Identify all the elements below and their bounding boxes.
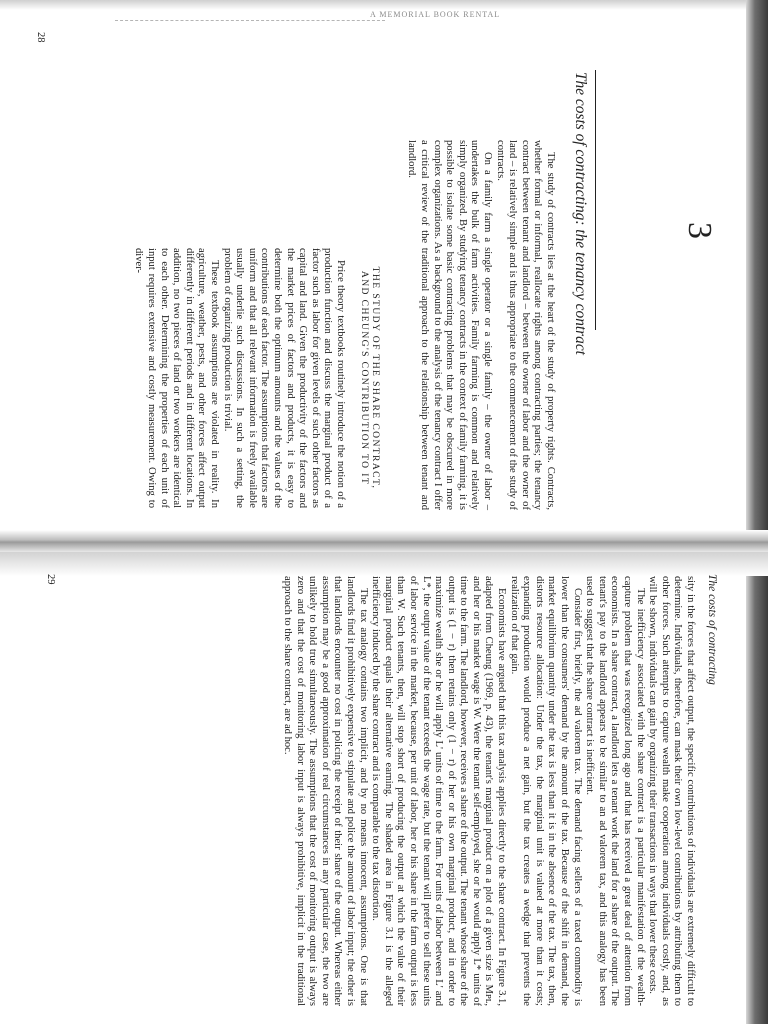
page-number-right: 29 <box>45 574 56 585</box>
chapter-title: The costs of contracting: the tenancy contract <box>572 72 589 355</box>
section-text <box>132 248 346 508</box>
scan-right-edge <box>746 0 768 1024</box>
right-page-text <box>280 576 696 1006</box>
section-paragraph-1: Price theory textbooks routinely introduce the notion of a production function and discuss the marginal product of a factor such as labor for given levels of such other factors as capital and land. Given the productivity of the factors and the market prices of factors and products, it is easy to determine both the optimum amounts and the values of the contributions of each factor. The assumptions that factors are uniform and that all relevant information is freely available usually underlie such discussions. In such a setting, the problem of organizing production is trivial. <box>221 248 346 508</box>
right-paragraph-1: sity in the forces that affect output, the specific contributions of individuals are extremely difficult to determine. Individuals, therefore, can mask their own low-level contributions by attributing them to other forces. Such attempts to capture wealth make cooperation among individuals costly, and, as will be shown, individuals can gain by organizing their transactions in ways that lower these costs. <box>647 576 696 1006</box>
scan-top-edge <box>0 0 768 10</box>
right-paragraph-4: Economists have argued that this tax analysis applies directly to the share contract. In Figure 3.1, adapted from Cheung (1969, p. 43), the tenant's marginal product on a plot of a given size is Mᴘʟ, and her or his market wage is W. Were the tenant self-employed, she or he would apply L* units of time to the farm. The landlord, however, receives a share of the output. The tenant whose share of the output is (1 − r) then retains only (1 − r) of her or his own marginal product, and in order to maximize wealth she or he will apply L' units of time to the farm. For units of labor between L' and L*, the output value of the tenant exceeds the wage rate, but the tenant will prefer to sell these units of labor service in the market, because, per unit of labor, her or his share in the farm output is less than W. Such tenants, then, will stop short of producing the output at which the value of their marginal product equals their alternative earning. The shaded area in Figure 3.1 is the alleged inefficiency induced by the share contract and is comparable to the tax distortion. <box>370 576 508 1006</box>
section-heading-line-1: THE STUDY OF THE SHARE CONTRACT, <box>370 266 381 490</box>
section-heading <box>359 248 381 508</box>
scan-stamp: A MEMORIAL BOOK RENTAL <box>370 10 501 19</box>
left-page <box>0 10 746 530</box>
chapter-rule <box>595 70 596 330</box>
right-paragraph-5: The tax analogy contains two implicit, and by no means innocent, assumptions. One is that landlords find it prohibitively expensive to stipulate and police the amount of labor input; the other is that landlords encounter no cost in policing the receipt of their share of the output. Whereas either assumption may be a good approximation of real circumstances in any particular case, the two are unlikely to hold true simultaneously. The assumptions that the cost of monitoring output is always zero and that the cost of monitoring labor input is always prohibitive, implicit in the traditional approach to the share contract, are ad hoc. <box>282 576 369 1006</box>
right-paragraph-3: Consider first, briefly, the ad valorem tax. The demand facing sellers of a taxed commodity is lower than the consumers' demand by the amount of the tax. Because of the shift in demand, the market equilibrium quantity under the tax is less than it is in the absence of the tax. The tax, then, distorts resource allocation: Under the tax, the marginal unit is valued at more than it costs; expanding production would produce a net gain, but the tax creates a wedge that prevents the realization of that gain. <box>508 576 583 1006</box>
intro-paragraph-2: On a family farm a single operator or a single family – the owner of labor – undertakes the bulk of farm activities. Family farming is common and relatively simply organized. By studying tenancy contracts in the context of family farming, it is possible to isolate some basic contracting problems that may be obscured in more complex organizations. As a background to the analysis of the tenancy contract I offer a critical review of the traditional approach to the relationship between tenant and landlord. <box>406 140 494 510</box>
right-paragraph-2: The inefficiency associated with the share contract is a particular manifestation of the wealth-capture problem that was recognized long ago and that has received a great deal of attention from economists. In a share contract, a landlord lets a tenant work the land for a share of the output. The tenant's pay to the landlord appears to be similar to an ad valorem tax, and this analogy has been used to suggest that the share contract is inefficient. <box>584 576 646 1006</box>
section-paragraph-2: These textbook assumptions are violated in reality. In agriculture, weather, pests, and other forces affect output differently in different periods and in different locations. In addition, no two pieces of land or two workers are identical to each other. Determining the properties of each unit of input requires extensive and costly measurement. Owing to diver- <box>133 248 221 508</box>
right-page-content <box>0 552 746 1024</box>
book-gutter <box>0 530 768 552</box>
left-page-content <box>0 10 746 530</box>
running-head: The costs of contracting <box>706 574 718 685</box>
section-heading-line-2: AND CHEUNG'S CONTRIBUTION TO IT <box>359 270 370 486</box>
right-page <box>0 552 746 1024</box>
intro-text <box>405 140 556 510</box>
chapter-number: 3 <box>681 222 718 239</box>
intro-paragraph-1: The study of contracts lies at the heart of the study of property rights. Contracts, whether formal or informal, reallocate rights among contracting parties; the tenancy contract between tenant and landlord – between the owner of labor and the owner of land – is relatively simple and is thus appropriate to the commencement of the study of contracts. <box>494 140 556 510</box>
page-number-left: 28 <box>35 32 46 43</box>
